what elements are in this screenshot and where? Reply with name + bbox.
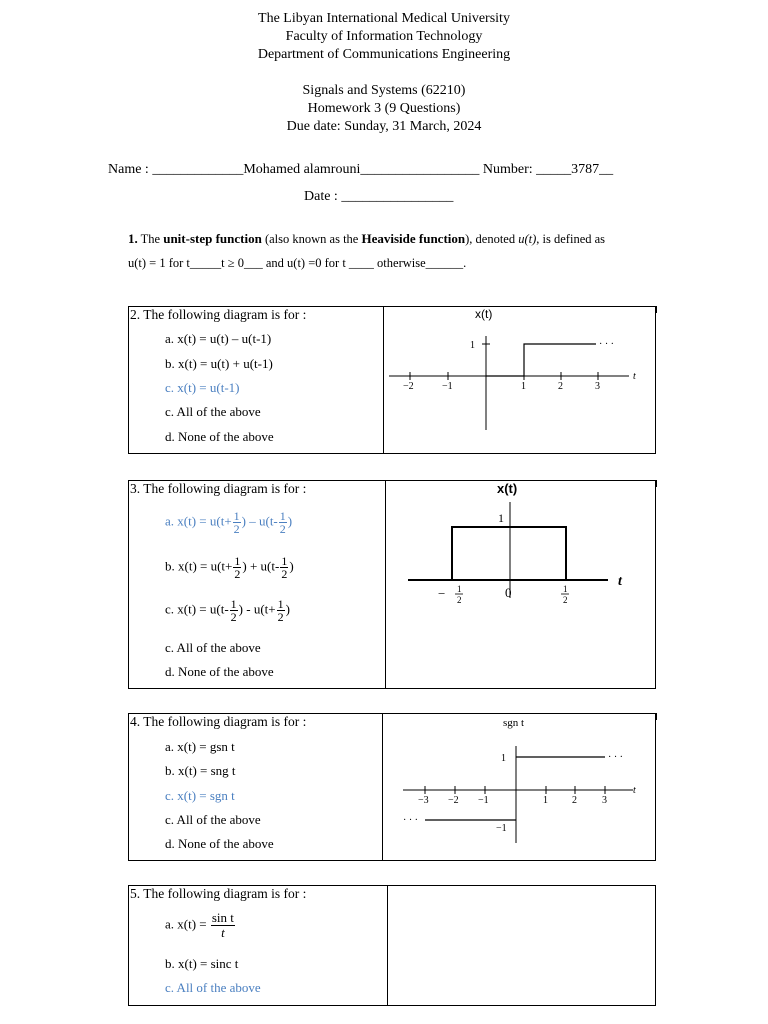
q1-text: (also known as the xyxy=(261,232,362,246)
q4-corner xyxy=(650,713,657,720)
frac-num: 1 xyxy=(233,509,240,523)
q3-frac xyxy=(279,510,287,535)
q3-opt-text: c. x(t) = u(t- xyxy=(165,601,229,617)
frac-den: 2 xyxy=(279,522,286,536)
q3-ylabel: x(t) xyxy=(497,481,518,496)
q3-title: 3. The following diagram is for : xyxy=(130,481,307,496)
frac-den: 2 xyxy=(234,567,241,581)
q3-opt-text: ) xyxy=(285,601,290,617)
q3-right-half-num: 1 xyxy=(563,584,568,594)
q4-title: 4. The following diagram is for : xyxy=(130,714,307,729)
q4-option-d[interactable]: d. None of the above xyxy=(165,836,274,851)
q3-opt-text: ) xyxy=(287,513,293,529)
frac-den: 2 xyxy=(233,522,240,536)
q3-axis-label: t xyxy=(618,574,622,589)
q3-right-half-den: 2 xyxy=(563,595,568,605)
q3-left-half-den: 2 xyxy=(457,595,462,605)
q3-opt-text: a. x(t) = u(t+ xyxy=(165,513,232,529)
q3-frac xyxy=(233,555,241,580)
q2-option-d[interactable]: d. None of the above xyxy=(165,429,274,444)
q4-ylabel: sgn t xyxy=(503,717,525,729)
frac-den: t xyxy=(221,925,225,940)
q1-text: The xyxy=(137,232,164,246)
q3-option-b[interactable] xyxy=(165,555,294,580)
q4-tick-label: −2 xyxy=(448,795,459,806)
q2-title: 2. The following diagram is for : xyxy=(130,307,307,322)
q2-option-a[interactable]: a. x(t) = u(t) – u(t-1) xyxy=(165,331,272,346)
q3-frac xyxy=(277,598,285,623)
q4-option-c-selected[interactable]: c. x(t) = sgn t xyxy=(165,788,235,803)
due-date: Due date: Sunday, 31 March, 2024 xyxy=(286,119,482,134)
q4-tick-pos-label: 1 xyxy=(501,753,506,764)
q1-line2[interactable]: u(t) = 1 for t_____t ≥ 0___ and u(t) =0 for t ____ otherwise______. xyxy=(128,256,467,270)
q3-left-half-num: 1 xyxy=(457,584,462,594)
q3-zero-label: 0 xyxy=(505,585,512,600)
q2-option-c-selected[interactable]: c. x(t) = u(t-1) xyxy=(165,380,240,395)
q1-line1 xyxy=(128,231,605,247)
university-name: The Libyan International Medical University xyxy=(258,11,510,26)
q2-dots: · · · xyxy=(599,339,614,350)
q3-opt-text: ) - u(t+ xyxy=(238,601,276,617)
frac-num: 1 xyxy=(230,597,237,611)
frac-den: 2 xyxy=(281,567,288,581)
q4-plot xyxy=(383,713,655,859)
q4-tick-neg-label: −1 xyxy=(496,823,507,834)
q2-ylabel: x(t) xyxy=(475,307,493,321)
q5-option-a[interactable] xyxy=(165,911,236,940)
q4-tick-label: 3 xyxy=(602,795,607,806)
q5-option-b[interactable]: b. x(t) = sinc t xyxy=(165,956,239,971)
frac-den: 2 xyxy=(230,610,237,624)
frac-num: 1 xyxy=(279,509,286,523)
homework-title: Homework 3 (9 Questions) xyxy=(307,101,461,116)
q3-option-all[interactable]: c. All of the above xyxy=(165,640,261,655)
frac-num: sin t xyxy=(211,910,234,925)
q2-signal xyxy=(486,344,596,376)
q5-divider xyxy=(387,886,388,1005)
q3-option-a-selected[interactable] xyxy=(165,510,292,535)
q3-option-c[interactable] xyxy=(165,598,290,623)
q4-tick-label: 1 xyxy=(543,795,548,806)
q2-option-all[interactable]: c. All of the above xyxy=(165,404,261,419)
frac-num: 1 xyxy=(234,554,241,568)
q2-tick-label: −2 xyxy=(403,381,414,392)
q4-axis-label: t xyxy=(633,785,636,796)
q3-opt-text: ) – u(t- xyxy=(241,513,278,529)
q2-tick-label: −1 xyxy=(442,381,453,392)
q4-tick-label: −1 xyxy=(478,795,489,806)
q1-number: 1. xyxy=(128,231,138,246)
q1-text: , is defined as xyxy=(536,232,606,246)
student-info-line xyxy=(108,162,613,178)
q3-plot xyxy=(386,480,656,687)
q3-opt-text: ) + u(t- xyxy=(242,558,280,574)
q2-corner xyxy=(650,306,657,313)
frac-den: 2 xyxy=(277,610,284,624)
date-field[interactable]: ________________ xyxy=(341,189,454,204)
q2-tick-label: 3 xyxy=(595,381,600,392)
name-field[interactable]: _____________Mohamed alamrouni_________________ xyxy=(152,162,480,177)
number-field[interactable]: _____3787__ xyxy=(536,162,614,177)
q5-title: 5. The following diagram is for : xyxy=(130,886,307,901)
q5-option-c-selected[interactable]: c. All of the above xyxy=(165,980,261,995)
q2-tick-label: 2 xyxy=(558,381,563,392)
q3-corner xyxy=(650,480,657,487)
q2-tick-label: 1 xyxy=(521,381,526,392)
q1-ut: u(t) xyxy=(518,232,537,246)
q3-option-d[interactable]: d. None of the above xyxy=(165,664,274,679)
q3-frac xyxy=(280,555,288,580)
q1-term-unit-step: unit-step function xyxy=(163,231,262,246)
q4-option-all[interactable]: c. All of the above xyxy=(165,812,261,827)
date-label: Date : xyxy=(304,189,342,204)
q4-option-a[interactable]: a. x(t) = gsn t xyxy=(165,739,235,754)
q5-opt-text: a. x(t) = xyxy=(165,916,210,932)
course-title: Signals and Systems (62210) xyxy=(302,83,466,98)
q1-text: ), denoted xyxy=(465,232,519,246)
frac-num: 1 xyxy=(281,554,288,568)
q4-tick-label: −3 xyxy=(418,795,429,806)
q2-axis-label: t xyxy=(633,371,636,382)
name-label: Name : xyxy=(108,162,153,177)
faculty-name: Faculty of Information Technology xyxy=(285,29,483,44)
q3-frac xyxy=(233,510,241,535)
q3-y-tick-label: 1 xyxy=(498,511,504,525)
q2-option-b[interactable]: b. x(t) = u(t) + u(t-1) xyxy=(165,356,273,371)
q4-dots-right: · · · xyxy=(608,752,623,763)
q2-y-tick-label: 1 xyxy=(470,340,475,351)
q3-rect-pulse xyxy=(408,527,608,580)
date-line xyxy=(304,189,453,205)
q4-dots-left: · · · xyxy=(403,815,418,826)
q2-plot xyxy=(384,306,656,452)
q3-opt-text: b. x(t) = u(t+ xyxy=(165,558,233,574)
number-label: Number: xyxy=(479,162,537,177)
q5-frame xyxy=(128,885,656,1006)
q1-term-heaviside: Heaviside function xyxy=(361,231,466,246)
q3-frac xyxy=(230,598,238,623)
frac-num: 1 xyxy=(277,597,284,611)
q5-frac xyxy=(211,911,235,940)
department-name: Department of Communications Engineering xyxy=(257,47,511,62)
q3-neg-sign: − xyxy=(438,586,446,601)
q4-tick-label: 2 xyxy=(572,795,577,806)
q3-opt-text: ) xyxy=(289,558,294,574)
q4-option-b[interactable]: b. x(t) = sng t xyxy=(165,763,236,778)
